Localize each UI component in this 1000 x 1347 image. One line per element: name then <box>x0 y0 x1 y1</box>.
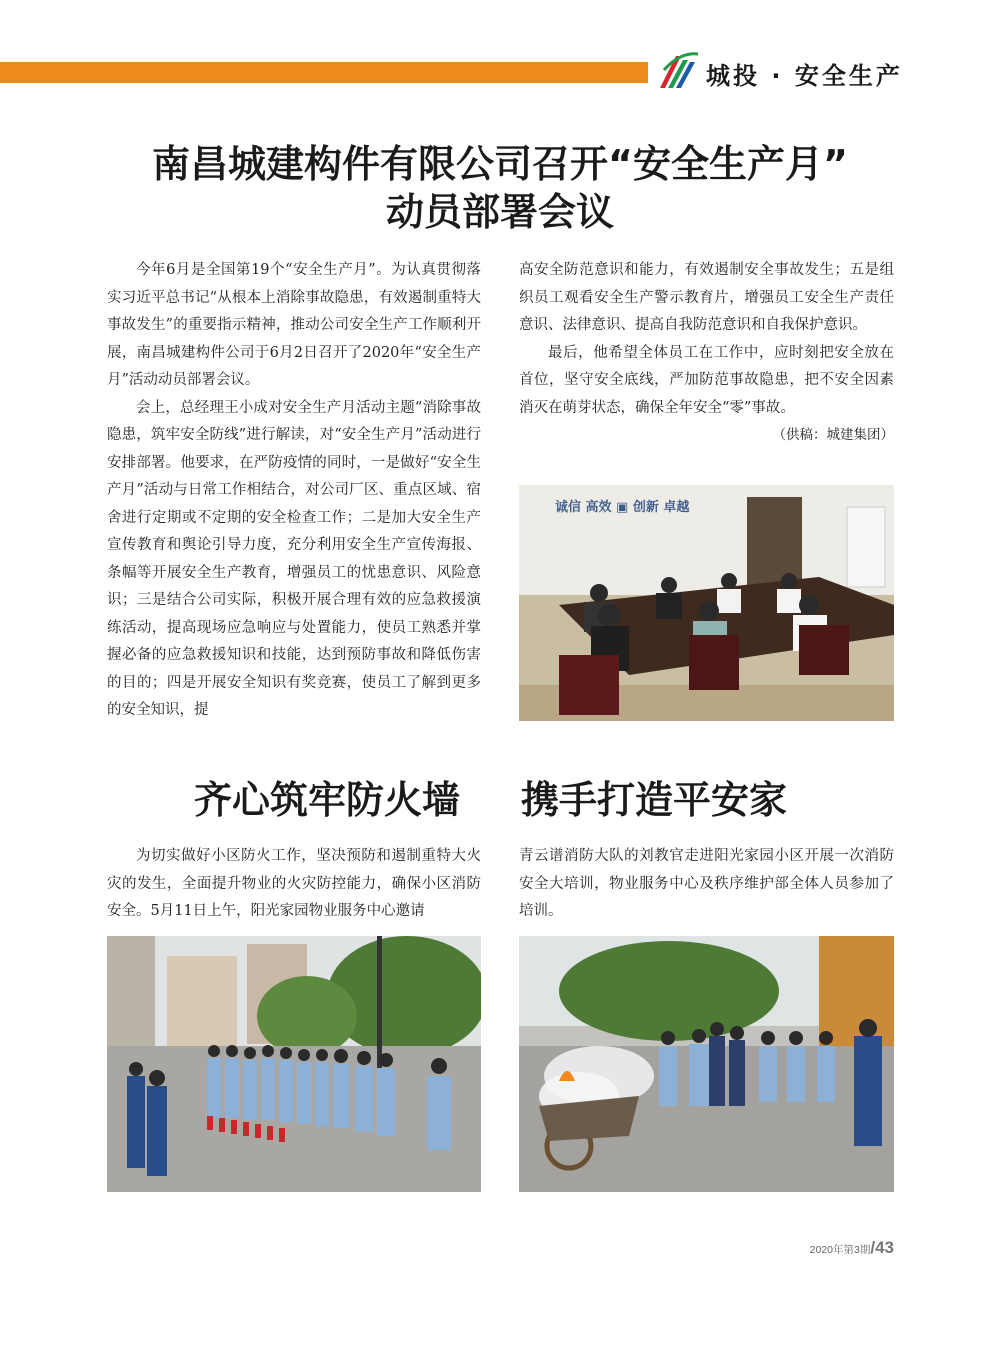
article-right-column <box>519 257 894 450</box>
header-accent-bar <box>0 62 648 83</box>
section-label: 城投 · 安全生产 <box>706 62 903 90</box>
article-2-right-column <box>519 843 894 926</box>
issue-number: 2020年第3期 <box>809 1244 871 1256</box>
paragraph: 青云谱消防大队的刘教官走进阳光家园小区开展一次消防安全大培训，物业服务中心及秩序维护部全体人员参加了培训。 <box>519 848 894 919</box>
article-title-line-2: 动员部署会议 <box>385 190 614 234</box>
paragraph: 为切实做好小区防火工作，坚决预防和遏制重特大火灾的发生，全面提升物业的火灾防控能力，确保小区消防安全。5月11日上午，阳光家园物业服务中心邀请 <box>107 848 481 919</box>
article-left-column <box>107 257 481 725</box>
article-title <box>60 140 940 236</box>
article-2-title-left: 齐心筑牢防火墙 <box>194 778 461 822</box>
paragraph: 最后，他希望全体员工在工作中，应时刻把安全放在首位，坚守安全底线，严加防范事故隐患，把不安全因素消灭在萌芽状态，确保全年安全“零”事故。 <box>519 344 894 416</box>
paragraph: 今年6月是全国第19个“安全生产月”。为认真贯彻落实习近平总书记“从根本上消除事故隐患，有效遏制重特大事故发生”的重要指示精神，推动公司安全生产工作顺利开展，南昌城建构件公司于6月2日召开了2020年“安全生产月”活动动员部署会议。 <box>107 262 481 388</box>
source-credit: （供稿：城建集团） <box>772 427 894 443</box>
article-2-left-column <box>107 843 481 926</box>
meeting-wall-slogan: 诚信 高效 ▣ 创新 卓越 <box>555 500 690 515</box>
article-title-line-1: 南昌城建构件有限公司召开“安全生产月” <box>152 142 848 186</box>
page-footer <box>810 1238 894 1258</box>
fire-extinguisher-demo-photo <box>519 936 894 1192</box>
paragraph: 高安全防范意识和能力，有效遏制安全事故发生；五是组织员工观看安全生产警示教育片，增强员工安全生产责任意识、法律意识、提高自我防范意识和自我保护意识。 <box>519 262 894 333</box>
page-number: /43 <box>870 1238 894 1257</box>
fire-drill-lineup-photo <box>107 936 481 1192</box>
paragraph: 会上，总经理王小成对安全生产月活动主题“消除事故隐患，筑牢安全防线”进行解读，对“安全生产月”活动进行安排部署。他要求，在严防疫情的同时，一是做好“安全生产月”活动与日常工作相结合，对公司厂区、重点区域、宿舍进行定期或不定期的安全检查工作；二是加大安全生产宣传教育和舆论引导力度，充分利用安全生产宣传海报、条幅等开展安全生产教育，增强员工的忧患意识、风险意识；三是结合公司实际，积极开展合理有效的应急救援演练活动，提高现场应急响应与处置能力，使员工熟悉并掌握必备的应急救援知识和技能，达到预防事故和降低伤害的目的；四是开展安全知识有奖竞赛，使员工了解到更多的安全知识，提 <box>107 399 481 718</box>
meeting-photo <box>519 485 894 721</box>
company-logo-icon <box>656 48 700 90</box>
article-2-title-right: 携手打造平安家 <box>521 778 788 822</box>
